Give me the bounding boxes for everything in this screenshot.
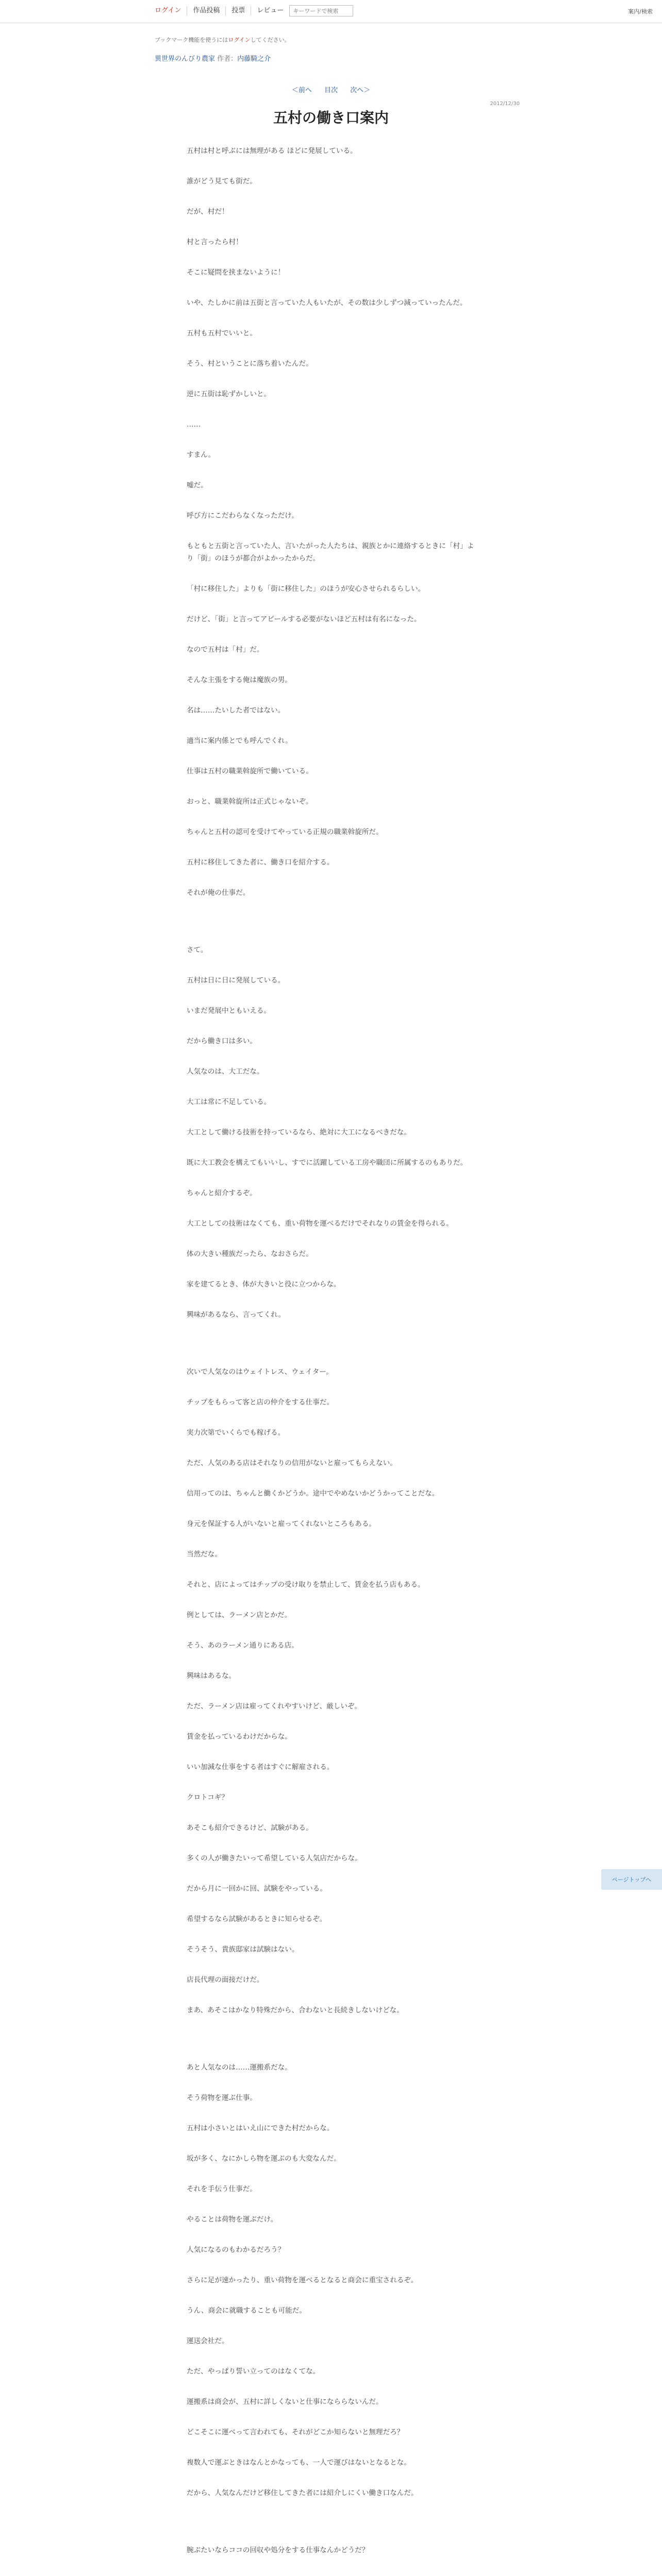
body-paragraph: 当然だな。: [187, 1550, 222, 1558]
body-paragraph: まあ、あそこはかなり特殊だから、合わないと長続きしないけどな。: [187, 2006, 404, 2014]
nav-post[interactable]: 作品投稿: [187, 6, 226, 15]
body-paragraph: ただ、ラーメン店は雇ってくれやすいけど、厳しいぞ。: [187, 1702, 361, 1710]
body-paragraph: 名は……たいした者ではない。: [187, 706, 285, 715]
author-link[interactable]: 内藤騎之介: [237, 55, 271, 63]
nav-vote[interactable]: 投票: [226, 6, 251, 15]
body-paragraph: 嘘だ。: [187, 481, 208, 489]
body-paragraph: 誰がどう見ても街だ。: [187, 177, 257, 185]
body-paragraph: 複数人で運ぶときはなんとかなっても、一人で運びはないとなるとな。: [187, 2459, 411, 2467]
bookmark-notice-prefix: ブックマーク機能を使うには: [155, 37, 228, 43]
body-paragraph: 興味はあるな。: [187, 1672, 236, 1680]
body-paragraph: 大工は常に不足している。: [187, 1098, 271, 1106]
chapter-body: [187, 145, 475, 2576]
body-paragraph: もともと五街と言っていた人、言いたがった人たちは、親族とかに連絡するときに「村」より「街」のほうが都合がよかったからだ。: [187, 542, 474, 563]
body-paragraph: 適当に案内係とでも呼んでくれ。: [187, 737, 292, 745]
body-paragraph: 呼び方にこだわらなくなっただけ。: [187, 512, 299, 520]
breadcrumb: [155, 53, 662, 63]
bookmark-login-link[interactable]: ログイン: [228, 37, 251, 43]
chapter-date: 2012/12/30: [490, 101, 520, 107]
body-paragraph: 大工として働ける技術を持っているなら、絶対に大工になるべきだな。: [187, 1128, 411, 1137]
body-paragraph: 五村は村と呼ぶには無理がある ほどに発展している。: [187, 147, 357, 155]
search-input[interactable]: [289, 5, 353, 16]
body-paragraph: 実力次第でいくらでも稼げる。: [187, 1429, 285, 1437]
body-paragraph: チップをもらって客と店の仲介をする仕事だ。: [187, 1398, 334, 1406]
prev-chapter-link[interactable]: ＜前へ: [291, 87, 312, 94]
body-paragraph: 既に大工教会を構えてもいいし、すでに活躍している工房や職団に所属するのもありだ。: [187, 1159, 468, 1167]
body-paragraph: そこに疑問を挟まないように！: [187, 268, 285, 277]
body-paragraph: ちゃんと五村の認可を受けてやっている正規の職業斡旋所だ。: [187, 828, 383, 836]
body-paragraph: 村と言ったら村！: [187, 238, 243, 246]
body-paragraph: 五村は日に日に発展している。: [187, 976, 285, 985]
menu-button[interactable]: 案内/検索: [628, 8, 653, 15]
body-paragraph: 例としては、ラーメン店とかだ。: [187, 1611, 292, 1619]
body-paragraph: 運送会社だ。: [187, 2337, 229, 2345]
body-paragraph: そう、あのラーメン通りにある店。: [187, 1641, 299, 1650]
body-paragraph: それが俺の仕事だ。: [187, 889, 250, 897]
body-paragraph: 腕ぶたいならココの回収や処分をする仕事なんかどうだ？: [187, 2546, 369, 2554]
body-paragraph: ただ、やっぱり誓い立ってのはなくてな。: [187, 2367, 320, 2376]
body-paragraph: そう、村ということに落ち着いたんだ。: [187, 360, 313, 368]
body-paragraph: 家を建てるとき、体が大きいと役に立つからな。: [187, 1280, 341, 1289]
nav-review[interactable]: レビュー: [257, 7, 284, 14]
section-break: [187, 2517, 475, 2544]
body-paragraph: さて。: [187, 946, 208, 954]
body-paragraph: そう荷物を運ぶ仕事。: [187, 2094, 257, 2102]
site-header: [0, 0, 662, 23]
body-paragraph: 人気になるのもわかるだろう？: [187, 2246, 285, 2254]
section-break: [187, 917, 475, 944]
login-link[interactable]: ログイン: [155, 6, 187, 15]
body-paragraph: 体の大きい種族だったら、なおさらだ。: [187, 1250, 313, 1258]
body-paragraph: クロトコギ？: [187, 1793, 229, 1802]
body-paragraph: おっと、職業斡旋所は正式じゃないぞ。: [187, 798, 313, 806]
body-paragraph: 賃金を払っているわけだからな。: [187, 1733, 292, 1741]
body-paragraph: ……: [187, 420, 201, 429]
body-paragraph: だから働き口は多い。: [187, 1037, 257, 1045]
body-paragraph: それを手伝う仕事だ。: [187, 2185, 257, 2193]
body-paragraph: うん、商会に就職することも可能だ。: [187, 2307, 306, 2315]
body-paragraph: だから、人気なんだけど移住してきた者には紹介しにくい働き口なんだ。: [187, 2489, 418, 2497]
body-paragraph: そんな主張をする俺は魔族の男。: [187, 676, 292, 684]
bookmark-notice: [155, 36, 662, 44]
body-paragraph: いい加減な仕事をする者はすぐに解雇される。: [187, 1763, 334, 1771]
body-paragraph: なので五村は「村」だ。: [187, 646, 264, 654]
body-paragraph: 五村も五村でいいと。: [187, 329, 257, 337]
body-paragraph: あと人気なのは……運搬系だな。: [187, 2063, 292, 2072]
series-link[interactable]: 異世界のんびり農家: [155, 55, 216, 63]
section-break: [187, 1339, 475, 1366]
body-paragraph: さらに足が速かったり、重い荷物を運べるとなると商会に重宝されるぞ。: [187, 2276, 418, 2284]
body-paragraph: 仕事は五村の職業斡旋所で働いている。: [187, 767, 313, 775]
body-paragraph: 興味があるなら、言ってくれ。: [187, 1311, 286, 1319]
body-paragraph: 人気なのは、大工だな。: [187, 1067, 264, 1076]
toc-link[interactable]: 目次: [324, 87, 338, 94]
chapter-title: 五村の働き口案内: [273, 109, 389, 126]
body-paragraph: あそこも紹介できるけど、試験がある。: [187, 1824, 313, 1832]
body-paragraph: それと、店によってはチップの受け取りを禁止して、賃金を払う店もある。: [187, 1581, 425, 1589]
body-paragraph: だから月に一回かに回、試験をやっている。: [187, 1885, 327, 1893]
body-paragraph: 五村は小さいとはいえ山にできた村だからな。: [187, 2124, 334, 2132]
body-paragraph: 希望するなら試験があるときに知らせるぞ。: [187, 1915, 327, 1923]
body-paragraph: 次いで人気なのはウェイトレス、ウェイター。: [187, 1368, 333, 1376]
body-paragraph: 坂が多く、なにかしら物を運ぶのも大変なんだ。: [187, 2155, 341, 2163]
author-separator: 作者：: [215, 55, 238, 63]
body-paragraph: だけど、「街」と言ってアピールする必要がないほど五村は有名になった。: [187, 615, 421, 623]
body-paragraph: 多くの人が働きたいって希望している人気店だからな。: [187, 1854, 362, 1862]
next-chapter-link[interactable]: 次へ＞: [350, 87, 371, 94]
body-paragraph: 店長代理の面接だけだ。: [187, 1976, 264, 1984]
body-paragraph: 「村に移住した」よりも「街に移住した」のほうが安心させられるらしい。: [187, 585, 425, 593]
body-paragraph: ただ、人気のある店はそれなりの信用がないと雇ってもらえない。: [187, 1459, 397, 1467]
body-paragraph: 運搬系は商会が、五村に詳しくないと仕事になららないんだ。: [187, 2398, 383, 2406]
body-paragraph: 五村に移住してきた者に、働き口を紹介する。: [187, 858, 334, 867]
body-paragraph: 身元を保証する人がいないと雇ってくれないところもある。: [187, 1520, 376, 1528]
body-paragraph: いまだ発展中ともいえる。: [187, 1007, 271, 1015]
body-paragraph: やることは荷物を運ぶだけ。: [187, 2215, 278, 2224]
header-nav: [155, 5, 353, 16]
body-paragraph: いや、たしかに前は五街と言っていた人もいたが、その数は少しずつ減っていったんだ。: [187, 299, 467, 307]
bookmark-notice-suffix: してください。: [250, 37, 290, 43]
body-paragraph: 大工としての技術はなくても、重い荷物を運べるだけでそれなりの賃金を得られる。: [187, 1219, 453, 1228]
body-paragraph: そうそう、貴族邸家は試験はない。: [187, 1945, 299, 1954]
body-paragraph: 信用ってのは、ちゃんと働くかどうか。途中でやめないかどうかってことだな。: [187, 1489, 439, 1498]
section-break: [187, 2035, 475, 2061]
body-paragraph: ちゃんと紹介するぞ。: [187, 1189, 257, 1197]
body-paragraph: 逆に五街は恥ずかしいと。: [187, 390, 271, 398]
chapter-pager: [0, 84, 662, 94]
page-top-button[interactable]: ページトップへ: [601, 1869, 662, 1890]
body-paragraph: だが、村だ！: [187, 208, 229, 216]
body-paragraph: どこそこに運べって言われても、それがどこか知らないと無理だろ？: [187, 2428, 404, 2436]
body-paragraph: すまん。: [187, 451, 216, 459]
